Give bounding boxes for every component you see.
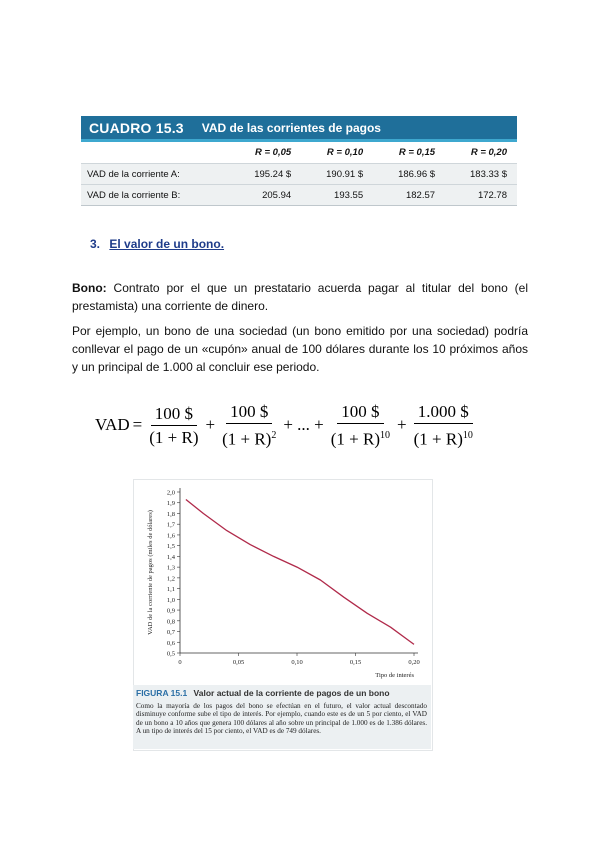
y-tick-label: 1,6: [166, 532, 175, 540]
x-tick-label: 0,15: [349, 659, 362, 666]
figure-caption-text: Como la mayoría de los pagos del bono se efectúan en el futuro, el valor actual descontado disminuye conforme sube el tipo de interés. Por ejemplo, cuando este es de un 5 por ciento, el VAD de un bono a 10 años que genera 100 dólares al año sobre un principal de 1.000 es de 1.386 dólares. A un tipo de interés del 15 por ciento, el VAD es de 749 dólares.: [136, 702, 427, 736]
cuadro-15-3: [81, 116, 517, 206]
table-header-row: [81, 142, 517, 164]
table-row: [81, 185, 517, 206]
y-tick-label: 2,0: [166, 489, 175, 497]
term-denominator: $(1 + R)^2$: [222, 429, 277, 449]
formula-lhs: VAD: [95, 415, 130, 434]
y-tick-label: 0,7: [166, 629, 175, 637]
x-tick-label: 0,05: [232, 659, 245, 666]
y-tick-label: 1,0: [166, 596, 175, 604]
cuadro-table: [81, 142, 517, 205]
example-paragraph: Por ejemplo, un bono de una sociedad (un bono emitido por una sociedad) podría conllevar el pago de un «cupón» anual de 100 dólares durante los 10 próximos años y un principal de 1.000 al concluir ese periodo.: [72, 324, 528, 374]
cuadro-number: CUADRO 15.3: [89, 119, 184, 136]
definition-term: Bono:: [72, 281, 107, 295]
x-tick-label: 0,20: [408, 659, 420, 666]
y-tick-label: 1,5: [166, 543, 175, 551]
term-numerator: 100 $: [337, 402, 383, 424]
table-cell: 193.55: [334, 189, 364, 201]
table-cell: 183.33 $: [445, 164, 517, 185]
formula-term: [331, 402, 390, 449]
y-tick-label: 1,9: [166, 500, 175, 508]
term-numerator: 100 $: [226, 402, 272, 424]
section-title-link[interactable]: El valor de un bono.: [109, 237, 225, 251]
y-tick-label: 0,8: [166, 618, 175, 626]
definition-text: Contrato por el que un prestatario acuerda pagar al titular del bono (el prestamista) una corriente de dinero.: [72, 281, 528, 313]
term-denominator: (1 + R): [149, 427, 199, 447]
term-denominator: $(1 + R)^{10}$: [413, 429, 473, 449]
column-header: R = 0,20: [445, 142, 517, 164]
figure-name: Valor actual de la corriente de pagos de un bono: [193, 688, 390, 698]
column-header: R = 0,05: [229, 142, 301, 164]
table-cell: 182.57: [405, 189, 436, 201]
definition-paragraph: [72, 279, 528, 315]
row-label: VAD de la corriente B:: [87, 189, 181, 201]
formula-equals: =: [132, 415, 143, 434]
series-line: [186, 500, 414, 645]
y-tick-label: 0,5: [166, 650, 175, 658]
formula-term: [149, 404, 198, 447]
table-cell: 190.91 $: [301, 164, 373, 185]
y-tick-label: 1,4: [166, 553, 175, 561]
cuadro-title: VAD de las corrientes de pagos: [201, 120, 381, 135]
vad-formula: [95, 400, 535, 450]
cuadro-header: [81, 116, 517, 142]
table-row: [81, 164, 517, 185]
x-tick-label: 0,10: [291, 659, 303, 666]
y-tick-label: 1,1: [166, 586, 175, 594]
figure-title: [133, 685, 431, 698]
x-axis-label: Tipo de interés: [375, 672, 414, 679]
formula-ellipsis: + ... +: [283, 415, 324, 434]
formula-term: [414, 402, 473, 449]
table-corner: [81, 142, 229, 164]
y-tick-label: 1,7: [166, 521, 175, 529]
bond-pv-chart: [134, 480, 432, 686]
formula-plus: +: [397, 415, 407, 434]
y-tick-label: 0,6: [166, 639, 175, 647]
y-tick-label: 0,9: [166, 607, 175, 615]
section-heading: [90, 237, 224, 251]
formula-term: [222, 402, 276, 449]
section-number: 3.: [90, 237, 101, 251]
column-header: R = 0,10: [301, 142, 373, 164]
y-axis-label: VAD de la corriente de pagos (miles de dólares): [147, 510, 154, 635]
table-cell: 195.24 $: [229, 164, 301, 185]
y-tick-label: 1,2: [166, 575, 175, 583]
y-tick-label: 1,3: [166, 564, 175, 572]
figure-number: FIGURA 15.1: [136, 688, 188, 698]
table-cell: 205.94: [262, 189, 292, 201]
column-header: R = 0,15: [373, 142, 445, 164]
row-label: VAD de la corriente A:: [81, 164, 229, 185]
table-cell: 172.78: [477, 189, 507, 201]
term-numerator: 100 $: [151, 404, 197, 426]
formula-plus: +: [205, 415, 216, 434]
y-tick-label: 1,8: [166, 510, 175, 518]
figure-caption: [133, 685, 431, 749]
term-numerator: 1.000 $: [414, 402, 473, 424]
term-denominator: $(1 + R)^{10}$: [330, 429, 391, 449]
x-tick-label: 0: [178, 659, 182, 666]
table-cell: 186.96 $: [373, 164, 445, 185]
